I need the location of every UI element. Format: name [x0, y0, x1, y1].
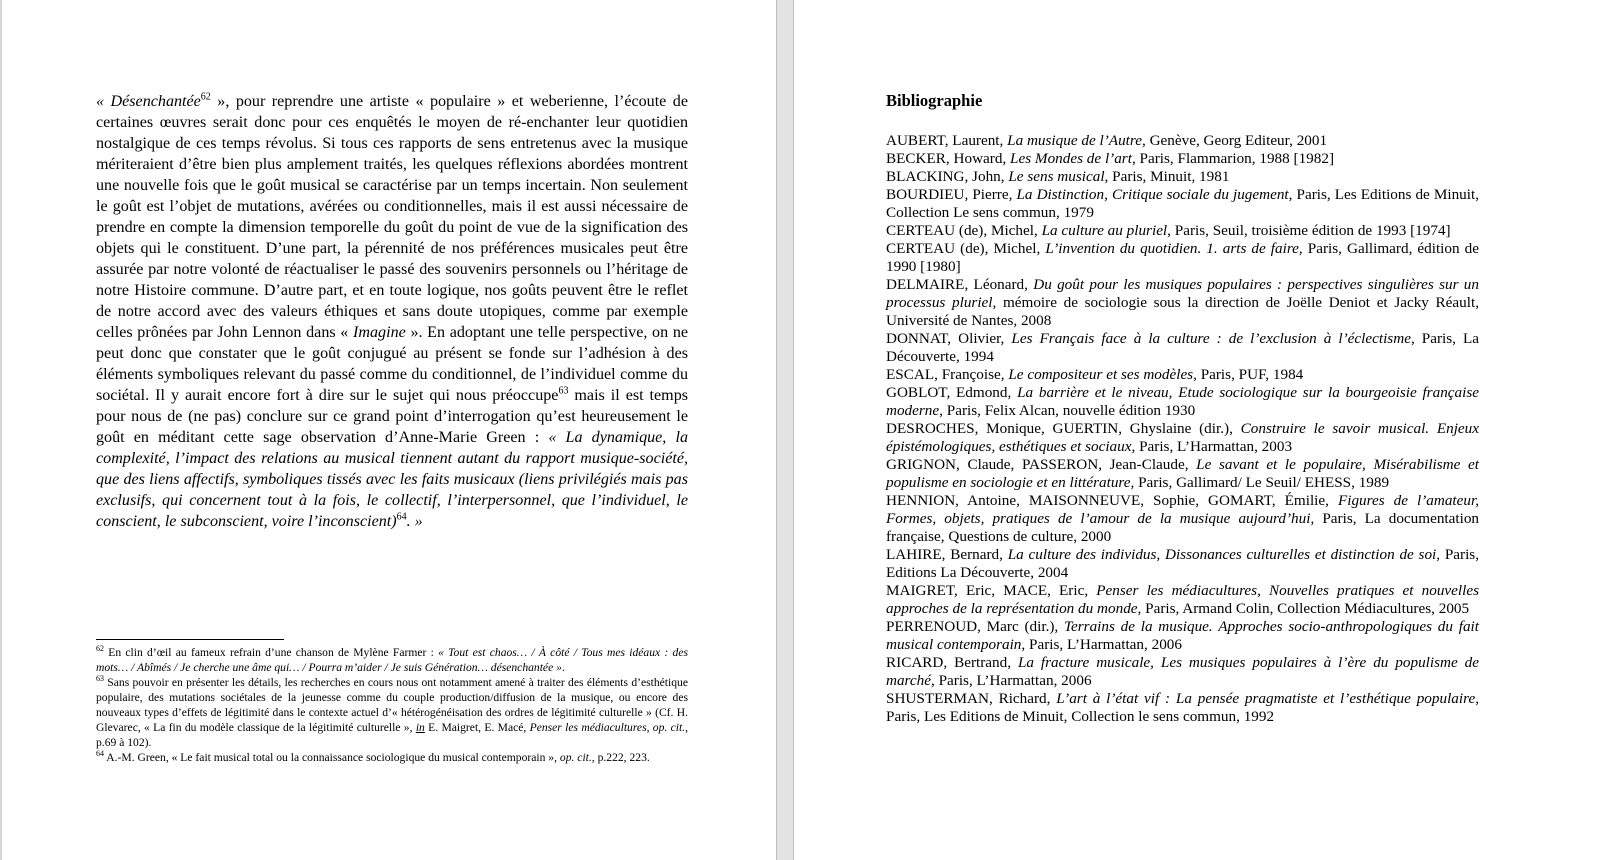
text-run: , Paris, Armand Colin, Collection Médiacultures, 2005	[1137, 600, 1470, 617]
italic-text: Du goût pour les musiques populaires : perspectives singulières sur un processus pluriel	[886, 276, 1479, 311]
text-run: , Paris, Les Editions de Minuit, Collection le sens commun, 1992	[886, 690, 1480, 725]
text-run: mais il est temps pour nous de (ne pas) conclure sur ce grand point d’interrogation qu’est heureusement le goût en méditant cette sage observation d’Anne-Marie Green :	[96, 387, 688, 446]
italic-text: Construire le savoir musical. Enjeux épistémologiques, esthétiques et sociaux	[886, 420, 1479, 455]
bibliography-entry	[886, 222, 1479, 240]
bibliography-entry	[886, 132, 1479, 150]
text-run: GRIGNON, Claude, PASSERON, Jean-Claude,	[886, 456, 1197, 473]
text-run: , Paris, La documentation française, Questions de culture, 2000	[886, 510, 1480, 545]
bibliography-entry	[886, 690, 1479, 726]
bibliography-entry	[886, 186, 1479, 222]
bibliography-entry	[886, 168, 1479, 186]
bibliography-entry	[886, 456, 1479, 492]
footnote-ref: 62	[96, 644, 104, 654]
bibliography-entry	[886, 582, 1479, 618]
footnote-ref: 63	[558, 385, 569, 397]
text-run: AUBERT, Laurent,	[886, 132, 1008, 149]
text-run: , Paris, L’Harmattan, 2006	[1021, 636, 1182, 653]
footnote-ref: 63	[96, 674, 104, 684]
footnote-ref: 64	[396, 511, 407, 523]
text-run: , Paris, Gallimard, édition de 1990 [1980]	[886, 240, 1479, 275]
text-run: , Paris, Editions La Découverte, 2004	[886, 546, 1480, 581]
italic-text: Le compositeur et ses modèles	[1008, 366, 1194, 383]
text-run: , Paris, La Découverte, 1994	[886, 330, 1479, 365]
text-run: , Paris, L’Harmattan, 2003	[1131, 438, 1293, 455]
text-run: , Paris, Flammarion, 1988 [1982]	[1131, 150, 1335, 167]
footnote-63	[96, 675, 688, 750]
bibliography-entry	[886, 384, 1479, 420]
bibliography-entry	[886, 330, 1479, 366]
italic-text: La barrière et le niveau, Etude sociologique sur la bourgeoisie française moderne	[886, 384, 1479, 419]
bibliography-entry	[886, 150, 1479, 168]
bibliography-heading: Bibliographie	[886, 91, 983, 110]
text-run: PERRENOUD, Marc (dir.),	[886, 618, 1064, 635]
text-run: DELMAIRE, Léonard,	[886, 276, 1034, 293]
italic-text: Les Mondes de l’art	[1010, 150, 1132, 167]
text-run: HENNION, Antoine, MAISONNEUVE, Sophie, GOMART, Émilie,	[886, 492, 1338, 509]
text-run: , Paris, Seuil, troisième édition de 1993 [1974]	[1167, 222, 1451, 239]
italic-text: La musique de l’Autre	[1007, 132, 1142, 149]
page-gap	[776, 0, 794, 860]
body-paragraph	[96, 91, 688, 532]
text-run: MAIGRET, Eric, MACE, Eric,	[886, 582, 1097, 599]
text-run: E. Maigret, E. Macé,	[424, 721, 530, 734]
footnote-62	[96, 645, 688, 675]
italic-text: Le savant et le populaire, Misérabilisme et populisme en sociologie et en littérature	[886, 456, 1479, 491]
text-run: A.-M. Green, « Le fait musical total ou la connaissance sociologique du musical contemporain »,	[104, 751, 560, 764]
text-run: BECKER, Howard,	[886, 150, 1011, 167]
text-run: , Paris, Minuit, 1981	[1104, 168, 1230, 185]
italic-text: Penser les médiacultures, Nouvelles pratiques et nouvelles approches de la représentation du monde	[886, 582, 1479, 617]
text-run: , mémoire de sociologie sous la direction de Joëlle Deniot et Jacky Réault, Université de Nantes, 2008	[886, 294, 1479, 329]
text-run: , Paris, PUF, 1984	[1193, 366, 1304, 383]
italic-text: in	[415, 721, 425, 734]
text-run: , Paris, Felix Alcan, nouvelle édition 1930	[939, 402, 1196, 419]
bibliography-entry	[886, 366, 1479, 384]
paragraph-text	[96, 91, 688, 532]
text-run: SHUSTERMAN, Richard,	[886, 690, 1057, 707]
italic-text: « Tout est chaos… / À côté / Tous mes idéaux : des mots… / Abîmés / Je cherche une âme qui… / Pourra m’aider / Je suis Génération… désenchantée »	[96, 646, 688, 674]
footnote-separator	[96, 639, 284, 640]
italic-text: Imagine	[353, 324, 406, 341]
bibliography-entry	[886, 654, 1479, 690]
text-run: , p.69 à 102).	[96, 721, 688, 749]
footnote-ref: 64	[96, 749, 104, 759]
italic-text: Figures de l’amateur, Formes, objets, pratiques de l’amour de la musique aujourd’hui	[886, 492, 1480, 527]
text-run: , p.222, 223.	[591, 751, 650, 764]
italic-text: La fracture musicale, Les musiques populaires à l’ère du populisme de marché	[886, 654, 1479, 689]
italic-text: La culture des individus, Dissonances culturelles et distinction de soi	[1007, 546, 1437, 563]
bibliography-entry	[886, 618, 1479, 654]
text-run: ESCAL, Françoise,	[886, 366, 1009, 383]
text-run: , Paris, L’Harmattan, 2006	[930, 672, 1092, 689]
text-run: , Paris, Gallimard/ Le Seuil/ EHESS, 1989	[1130, 474, 1390, 491]
italic-text: La Distinction, Critique sociale du jugement	[1016, 186, 1289, 203]
bibliography-entry	[886, 240, 1479, 276]
text-run: BOURDIEU, Pierre,	[886, 186, 1017, 203]
text-run: .	[561, 661, 565, 674]
footnote-ref: 62	[200, 91, 211, 103]
text-run: , Genève, Georg Editeur, 2001	[1141, 132, 1328, 149]
text-run: CERTEAU (de), Michel,	[886, 222, 1042, 239]
italic-text: «	[96, 93, 111, 110]
text-run: Sans pouvoir en présenter les détails, les recherches en cours nous ont notamment amené à traiter des éléments d’esthétique populaire, des mutations sociétales de la jeunesse comme du couple production/diffusion de la musique, ou encore des nouveaux types d’effets de légitimité dans le contexte actuel d’« hétérogénéisation des ordres de légitimité culturelle » (Cf. H. Glevarec, « La fin du modèle classique de la légitimité culturelle »,	[96, 676, 688, 734]
bibliography-entry	[886, 420, 1479, 456]
italic-text: Désenchantée	[110, 93, 201, 110]
bibliography-entry	[886, 492, 1479, 546]
italic-text: L’art à l’état vif : La pensée pragmatiste et l’esthétique populaire	[1056, 690, 1476, 707]
italic-text: op. cit.	[559, 751, 592, 764]
text-run: DONNAT, Olivier,	[886, 330, 1012, 347]
text-run: », pour reprendre une artiste « populaire » et weberienne, l’écoute de certaines œuvres serait donc pour ces enquêtés le moyen de ré-enchanter leur quotidien nostalgique de ces temps révolus. Si tous ces rapports de sens entretenus avec la musique mériteraient d’être bien plus amplement traités, les quelques réflexions abordées montrent une nouvelle fois que le goût musical se caractérise par un temps incertain. Non seulement le goût est l’objet de mutations, avérées ou conditionnelles, mais il est aussi nécessaire de prendre en compte la dimension temporelle du goût du point de vue de la signification des objets qui le constituent. D’une part, la pérennité de nos préférences musicales peut être assurée par notre volonté de réactualiser le passé des souvenirs personnels ou l’héritage de notre Histoire commune. D’autre part, et en toute logique, nos goûts peuvent être le reflet de notre accord avec des valeurs éthiques et sans doute utopiques, comme par exemple celles prônées par John Lennon dans «	[96, 93, 688, 341]
italic-text: Terrains de la musique. Approches socio-anthropologiques du fait musical contemporain	[886, 618, 1479, 653]
text-run: , Paris, Les Editions de Minuit, Collection Le sens commun, 1979	[886, 186, 1480, 221]
footnote-64	[96, 750, 688, 765]
text-run: DESROCHES, Monique, GUERTIN, Ghyslaine (dir.),	[886, 420, 1241, 437]
text-run: ». En adoptant une telle perspective, on ne peut donc que constater que le goût conjugué au présent se fonde sur l’adhésion à des éléments symboliques relevant du passé comme du conditionnel, de l’individuel comme du sociétal. Il y aurait encore fort à dire sur le sujet qui nous préoccupe	[96, 324, 689, 404]
italic-text: Le sens musical	[1008, 168, 1105, 185]
bibliography-entry	[886, 546, 1479, 582]
italic-text: . »	[406, 513, 423, 530]
text-run: GOBLOT, Edmond,	[886, 384, 1018, 401]
footnotes	[96, 645, 688, 765]
document-page-left	[0, 0, 776, 860]
text-run: En clin d’œil au fameux refrain d’une chanson de Mylène Farmer :	[104, 646, 439, 659]
italic-text: Penser les médiacultures, op. cit.	[529, 721, 686, 734]
bibliography-entry	[886, 276, 1479, 330]
italic-text: L’invention du quotidien. 1. arts de faire	[1045, 240, 1299, 257]
bibliography-list	[886, 132, 1479, 726]
text-run: LAHIRE, Bernard,	[886, 546, 1008, 563]
text-run: BLACKING, John,	[886, 168, 1009, 185]
italic-text: « La dynamique, la complexité, l’impact des relations au musical tiennent autant du rapport musique-société, que des liens affectifs, symboliques tissés avec les faits musicaux (liens privilégiés mais pas exclusifs, qui concernent tout à la fois, le collectif, l’interpersonnel, que l’individuel, le conscient, le subconscient, voire l’inconscient)	[96, 429, 688, 530]
italic-text: La culture au pluriel	[1041, 222, 1168, 239]
italic-text: Les Français face à la culture : de l’exclusion à l’éclectisme	[1011, 330, 1411, 347]
text-run: CERTEAU (de), Michel,	[886, 240, 1046, 257]
text-run: RICARD, Bertrand,	[886, 654, 1018, 671]
